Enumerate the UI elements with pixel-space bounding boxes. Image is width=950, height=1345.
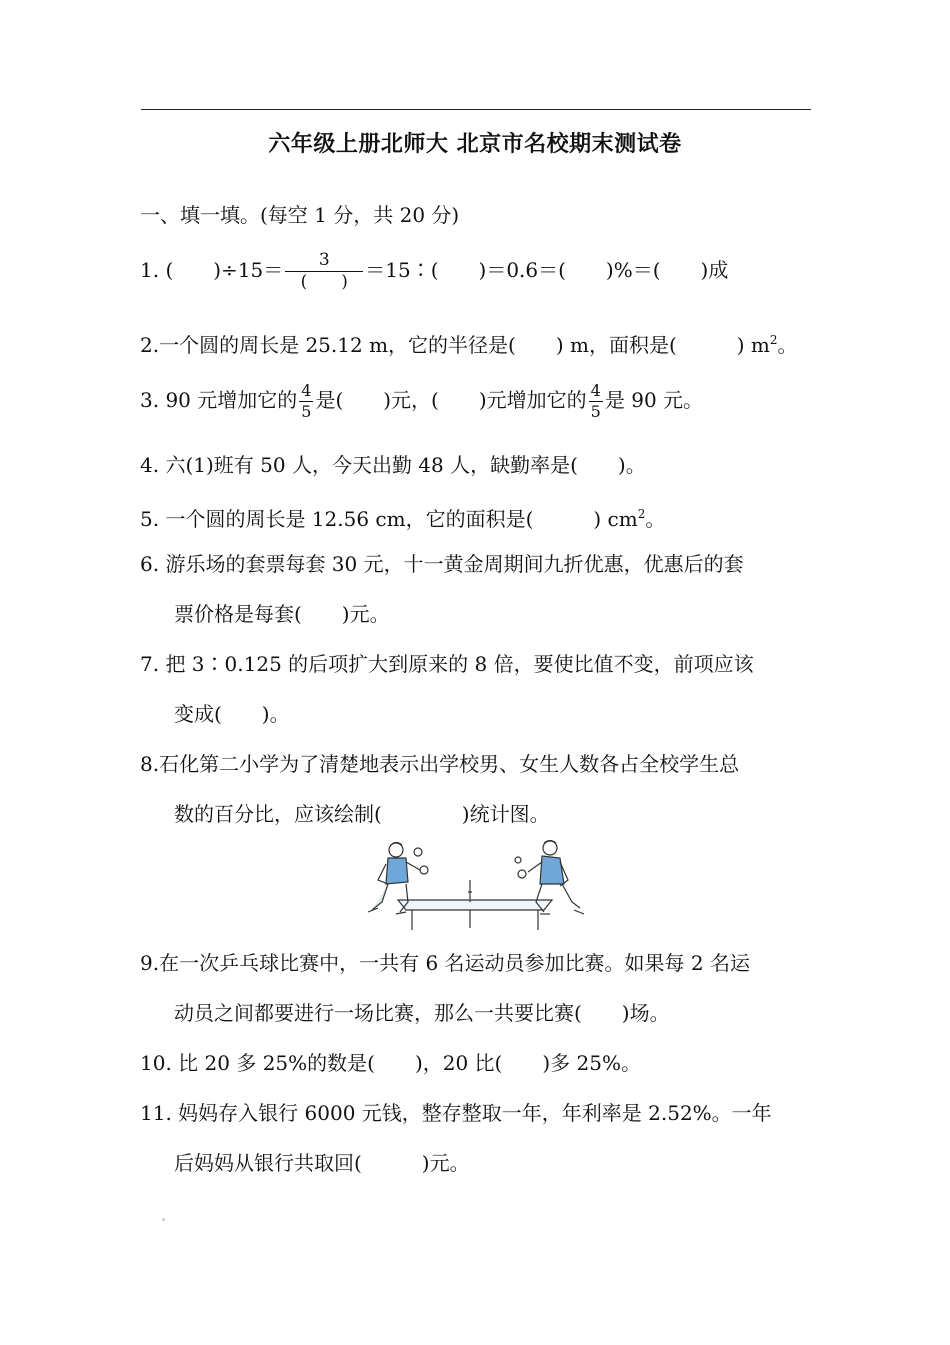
header-rule [141, 109, 811, 110]
question-8 [140, 749, 739, 779]
q9-number: 9. [140, 951, 160, 975]
q5-number: 5. [140, 507, 160, 531]
question-6 [140, 549, 744, 579]
q5-end: 。 [645, 507, 666, 531]
q3-number: 3. [140, 388, 160, 412]
question-2 [140, 325, 798, 360]
q5-text: 一个圆的周长是 12.56 cm，它的面积是( ) cm [165, 507, 638, 531]
q10-number: 10. [140, 1051, 172, 1075]
q7-line1: 把 3∶0.125 的后项扩大到原来的 8 倍，要使比值不变，前项应该 [165, 652, 754, 676]
q10-text: 比 20 多 25%的数是( )，20 比( )多 25%。 [178, 1051, 641, 1075]
q6-number: 6. [140, 552, 160, 576]
q3-frac-bottom: 5 [301, 402, 312, 421]
question-1 [140, 252, 728, 291]
q3-part2: 是( )元，( )元增加它的 [315, 388, 587, 412]
q6-line1: 游乐场的套票每套 30 元，十一黄金周期间九折优惠，优惠后的套 [165, 552, 744, 576]
question-7 [140, 649, 754, 679]
q8-line2: 数的百分比，应该绘制( )统计图。 [174, 802, 550, 826]
question-10 [140, 1048, 641, 1078]
q8-line1: 石化第二小学为了清楚地表示出学校男、女生人数各占全校学生总 [159, 752, 740, 776]
q1-number: 1. [140, 258, 160, 282]
q9-line1: 在一次乒乓球比赛中，一共有 6 名运动员参加比赛。如果每 2 名运 [159, 951, 750, 975]
q4-text: 六(1)班有 50 人，今天出勤 48 人，缺勤率是( )。 [165, 453, 646, 477]
q1-fraction [285, 252, 363, 291]
q8-number: 8. [140, 752, 160, 776]
q1-frac-top: 3 [318, 250, 330, 270]
q2-number: 2. [140, 333, 160, 357]
section-heading: 一、填一填。(每空 1 分，共 20 分) [140, 203, 460, 227]
q11-line2: 后妈妈从银行共取回( )元。 [174, 1151, 470, 1175]
q6-line2: 票价格是每套( )元。 [174, 602, 390, 626]
q9-line2: 动员之间都要进行一场比赛，那么一共要比赛( )场。 [174, 1001, 670, 1025]
q2-end: 。 [777, 333, 798, 357]
q11-line1: 妈妈存入银行 6000 元钱，整存整取一年，年利率是 2.52%。一年 [178, 1101, 772, 1125]
q7-line2: 变成( )。 [174, 702, 290, 726]
q2-text: 一个圆的周长是 25.12 m，它的半径是( ) m，面积是( ) m [159, 333, 770, 357]
q3-frac-bottom-b: 5 [590, 402, 601, 421]
question-5 [140, 499, 665, 534]
q1-frac-bottom: ( ) [300, 272, 348, 292]
q3-frac-top: 4 [301, 381, 312, 400]
q11-number: 11. [140, 1101, 172, 1125]
q3-fraction-a [299, 383, 313, 420]
table-tennis-players-illustration [360, 840, 590, 935]
q3-part1: 90 元增加它的 [165, 388, 298, 412]
question-9 [140, 948, 750, 978]
q5-superscript: 2 [637, 507, 646, 521]
q7-number: 7. [140, 652, 160, 676]
q3-fraction-b [589, 383, 603, 420]
q2-superscript: 2 [769, 333, 778, 347]
q3-frac-top-b: 4 [590, 381, 601, 400]
question-4 [140, 450, 646, 480]
q3-part3: 是 90 元。 [604, 388, 704, 412]
page-title: 六年级上册北师大 北京市名校期末测试卷 [268, 132, 682, 157]
q4-number: 4. [140, 453, 160, 477]
question-11 [140, 1098, 772, 1128]
q1-part1: ( )÷15＝ [165, 258, 284, 282]
scan-speck [162, 1218, 165, 1221]
question-3 [140, 383, 703, 420]
q1-part2: ＝15∶( )＝0.6＝( )%＝( )成 [365, 258, 729, 282]
